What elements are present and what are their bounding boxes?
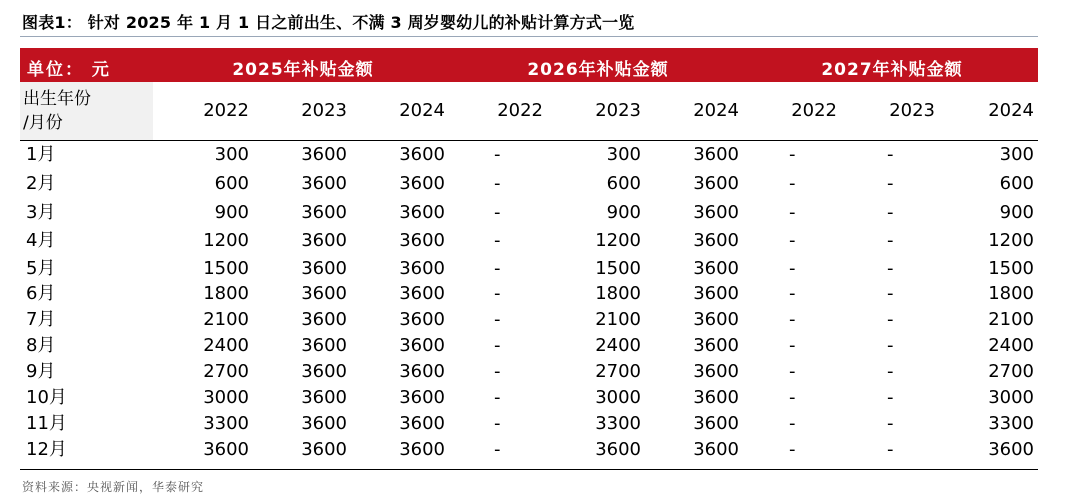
value-cell: -: [494, 335, 501, 356]
value-cell: 600: [606, 173, 641, 194]
month-cell: 8月: [26, 335, 56, 356]
year-header-cell: 2022: [497, 100, 543, 121]
figure-title: 图表1： 针对 2025 年 1 月 1 日之前出生、不满 3 周岁婴幼儿的补贴计算方式一览: [22, 13, 635, 32]
value-cell: 300: [606, 144, 641, 165]
value-cell: 300: [999, 144, 1034, 165]
value-cell: -: [887, 309, 894, 330]
value-cell: 1800: [988, 283, 1034, 304]
value-cell: -: [789, 202, 796, 223]
table-row: [0, 359, 1074, 385]
value-cell: 3600: [399, 173, 445, 194]
value-cell: 3600: [693, 173, 739, 194]
value-cell: 900: [214, 202, 249, 223]
year-header-cell: 2023: [595, 100, 641, 121]
value-cell: -: [887, 439, 894, 460]
row-label-line1: 出生年份: [23, 89, 91, 109]
row-label-header: [23, 87, 91, 135]
year-header-cell: 2023: [889, 100, 935, 121]
value-cell: 3600: [301, 283, 347, 304]
month-cell: 10月: [26, 387, 67, 408]
header-divider: [20, 140, 1038, 141]
value-cell: 3600: [301, 335, 347, 356]
value-cell: 3300: [595, 413, 641, 434]
value-cell: 3600: [399, 258, 445, 279]
value-cell: -: [789, 309, 796, 330]
table-row: [0, 200, 1074, 226]
value-cell: 3600: [693, 439, 739, 460]
source-note: 资料来源：央视新闻，华泰研究: [22, 480, 205, 494]
value-cell: 2700: [595, 361, 641, 382]
value-cell: -: [887, 202, 894, 223]
value-cell: -: [887, 258, 894, 279]
table-row: [0, 437, 1074, 463]
group-header-2025: 2025年补贴金额: [232, 60, 374, 80]
value-cell: -: [789, 230, 796, 251]
table-row: [0, 307, 1074, 333]
value-cell: -: [887, 144, 894, 165]
month-cell: 11月: [26, 413, 67, 434]
value-cell: -: [494, 413, 501, 434]
month-cell: 7月: [26, 309, 56, 330]
value-cell: 3300: [203, 413, 249, 434]
value-cell: 3600: [301, 230, 347, 251]
value-cell: 3600: [399, 413, 445, 434]
value-cell: 3600: [399, 439, 445, 460]
value-cell: 3600: [399, 361, 445, 382]
value-cell: 3600: [693, 258, 739, 279]
value-cell: -: [789, 173, 796, 194]
month-cell: 4月: [26, 230, 56, 251]
value-cell: 3600: [399, 309, 445, 330]
table-row: [0, 256, 1074, 282]
month-cell: 6月: [26, 283, 56, 304]
value-cell: 3600: [301, 202, 347, 223]
value-cell: 3600: [988, 439, 1034, 460]
month-cell: 9月: [26, 361, 56, 382]
value-cell: 3600: [301, 387, 347, 408]
value-cell: 2400: [988, 335, 1034, 356]
value-cell: 1200: [988, 230, 1034, 251]
value-cell: 3600: [693, 361, 739, 382]
table-row: [0, 142, 1074, 168]
value-cell: 3600: [301, 413, 347, 434]
title-divider: [20, 36, 1038, 37]
value-cell: 2400: [203, 335, 249, 356]
value-cell: 1500: [595, 258, 641, 279]
year-header-cell: 2024: [988, 100, 1034, 121]
value-cell: -: [789, 361, 796, 382]
value-cell: 900: [606, 202, 641, 223]
value-cell: 2100: [203, 309, 249, 330]
table-row: [0, 411, 1074, 437]
value-cell: 3600: [399, 283, 445, 304]
value-cell: -: [789, 283, 796, 304]
year-header-cell: 2024: [693, 100, 739, 121]
value-cell: -: [494, 439, 501, 460]
value-cell: 3600: [399, 230, 445, 251]
value-cell: -: [789, 335, 796, 356]
value-cell: -: [494, 230, 501, 251]
value-cell: -: [887, 413, 894, 434]
value-cell: 1500: [203, 258, 249, 279]
value-cell: 3600: [693, 202, 739, 223]
value-cell: -: [789, 387, 796, 408]
value-cell: 3600: [399, 387, 445, 408]
value-cell: 3600: [203, 439, 249, 460]
value-cell: 3600: [693, 387, 739, 408]
value-cell: -: [494, 258, 501, 279]
value-cell: -: [494, 173, 501, 194]
value-cell: -: [494, 309, 501, 330]
value-cell: -: [494, 283, 501, 304]
table-row: [0, 171, 1074, 197]
value-cell: -: [494, 144, 501, 165]
value-cell: 1200: [203, 230, 249, 251]
row-label-line2: /月份: [23, 113, 63, 133]
value-cell: -: [887, 387, 894, 408]
value-cell: 2100: [988, 309, 1034, 330]
value-cell: 2700: [988, 361, 1034, 382]
value-cell: 3300: [988, 413, 1034, 434]
value-cell: 3000: [203, 387, 249, 408]
group-header-2026: 2026年补贴金额: [527, 60, 669, 80]
value-cell: 2100: [595, 309, 641, 330]
value-cell: -: [494, 361, 501, 382]
value-cell: 2700: [203, 361, 249, 382]
value-cell: 600: [999, 173, 1034, 194]
year-header-cell: 2022: [203, 100, 249, 121]
value-cell: 3600: [693, 230, 739, 251]
value-cell: 3000: [595, 387, 641, 408]
value-cell: -: [789, 413, 796, 434]
value-cell: -: [887, 173, 894, 194]
value-cell: 1200: [595, 230, 641, 251]
month-cell: 2月: [26, 173, 56, 194]
value-cell: 3600: [301, 144, 347, 165]
value-cell: 3600: [693, 144, 739, 165]
value-cell: 300: [214, 144, 249, 165]
value-cell: -: [789, 144, 796, 165]
value-cell: 900: [999, 202, 1034, 223]
table-row: [0, 385, 1074, 411]
value-cell: -: [789, 258, 796, 279]
value-cell: 1800: [595, 283, 641, 304]
value-cell: 3600: [301, 309, 347, 330]
table-row: [0, 333, 1074, 359]
value-cell: -: [887, 335, 894, 356]
month-cell: 12月: [26, 439, 67, 460]
value-cell: -: [494, 202, 501, 223]
month-cell: 1月: [26, 144, 56, 165]
value-cell: 3600: [301, 173, 347, 194]
year-header-cell: 2023: [301, 100, 347, 121]
table-row: [0, 228, 1074, 254]
value-cell: 1500: [988, 258, 1034, 279]
value-cell: 3600: [693, 283, 739, 304]
value-cell: 3600: [399, 202, 445, 223]
value-cell: 1800: [203, 283, 249, 304]
month-cell: 5月: [26, 258, 56, 279]
value-cell: 3600: [399, 144, 445, 165]
value-cell: -: [887, 283, 894, 304]
unit-label: 单位： 元: [27, 60, 111, 80]
value-cell: 600: [214, 173, 249, 194]
value-cell: 2400: [595, 335, 641, 356]
value-cell: 3600: [693, 309, 739, 330]
value-cell: -: [789, 439, 796, 460]
month-cell: 3月: [26, 202, 56, 223]
year-header-cell: 2024: [399, 100, 445, 121]
value-cell: -: [494, 387, 501, 408]
value-cell: -: [887, 230, 894, 251]
group-header-2027: 2027年补贴金额: [821, 60, 963, 80]
value-cell: 3600: [301, 361, 347, 382]
value-cell: 3600: [693, 413, 739, 434]
table-row: [0, 281, 1074, 307]
value-cell: 3000: [988, 387, 1034, 408]
value-cell: -: [887, 361, 894, 382]
value-cell: 3600: [301, 439, 347, 460]
value-cell: 3600: [301, 258, 347, 279]
value-cell: 3600: [399, 335, 445, 356]
value-cell: 3600: [595, 439, 641, 460]
value-cell: 3600: [693, 335, 739, 356]
year-header-cell: 2022: [791, 100, 837, 121]
table-bottom-divider: [20, 469, 1038, 470]
